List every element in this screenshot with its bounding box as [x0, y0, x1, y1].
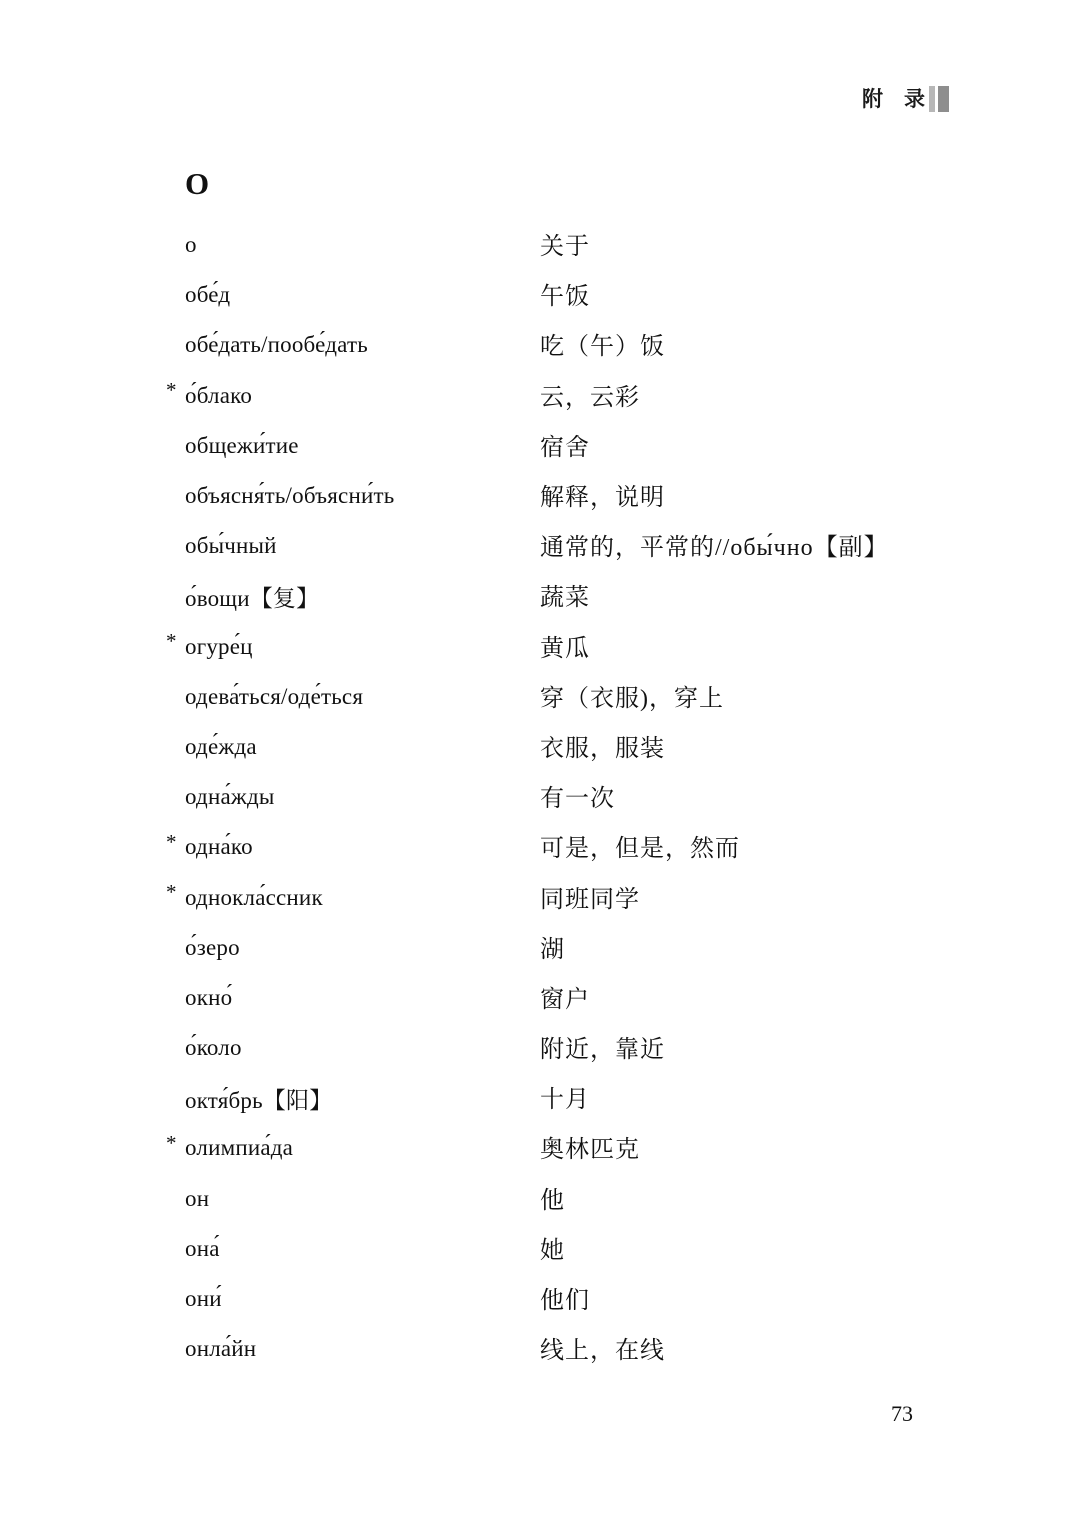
chinese-translation: 穿（衣服)，穿上	[540, 685, 724, 712]
russian-word: о́блако	[185, 382, 253, 408]
entry-row	[0, 320, 1087, 370]
entry-row	[0, 822, 1087, 872]
russian-word: обы́чный	[185, 533, 277, 559]
chinese-translation: 可是，但是，然而	[540, 836, 740, 863]
russian-word: огуре́ц	[185, 633, 253, 659]
russian-word: они́	[185, 1286, 222, 1312]
entry-row	[0, 622, 1087, 672]
section-letter-heading: О	[185, 166, 210, 201]
header-bar-light-icon	[929, 86, 935, 112]
russian-word: онла́йн	[185, 1336, 257, 1362]
entry-row	[0, 722, 1087, 772]
star-marker: *	[166, 829, 177, 854]
chinese-translation: 他们	[540, 1288, 590, 1315]
russian-word: о́вощи【复】	[185, 585, 320, 611]
entry-row	[0, 1274, 1087, 1324]
star-marker: *	[166, 629, 177, 654]
russian-word: о́зеро	[185, 934, 240, 960]
russian-word: одна́жды	[185, 784, 275, 810]
entry-row	[0, 672, 1087, 722]
chinese-translation: 她	[540, 1237, 565, 1264]
entry-row	[0, 923, 1087, 973]
chinese-translation: 通常的，平常的//обы́чно【副】	[540, 535, 889, 562]
russian-word: октя́брь【阳】	[185, 1087, 333, 1113]
chinese-translation: 解释，说明	[540, 485, 665, 512]
entry-list	[0, 220, 1087, 1374]
entry-row	[0, 220, 1087, 270]
chinese-translation: 云，云彩	[540, 384, 640, 411]
chinese-translation: 有一次	[540, 786, 615, 813]
russian-word: объясня́ть/объясни́ть	[185, 483, 395, 509]
entry-row	[0, 1023, 1087, 1073]
chinese-translation: 衣服，服装	[540, 736, 665, 763]
chinese-translation: 同班同学	[540, 886, 640, 913]
chinese-translation: 他	[540, 1187, 565, 1214]
star-marker: *	[166, 1130, 177, 1155]
chinese-translation: 关于	[540, 234, 590, 261]
entry-row	[0, 421, 1087, 471]
russian-word: он	[185, 1185, 210, 1211]
header-decoration	[929, 86, 949, 112]
russian-word: одева́ться/оде́ться	[185, 683, 364, 709]
russian-word: окно́	[185, 984, 233, 1010]
russian-word: обе́д	[185, 282, 231, 308]
chinese-translation: 线上，在线	[540, 1338, 665, 1365]
chinese-translation: 蔬菜	[540, 585, 590, 612]
russian-word: однокла́ссник	[185, 884, 323, 910]
entry-row	[0, 471, 1087, 521]
entry-row	[0, 1174, 1087, 1224]
chinese-translation: 吃（午）饭	[540, 334, 665, 361]
chinese-translation: 窗户	[540, 987, 590, 1014]
chinese-translation: 宿舍	[540, 434, 590, 461]
russian-word: обе́дать/пообе́дать	[185, 332, 368, 358]
entry-row	[0, 1324, 1087, 1374]
chinese-translation: 黄瓜	[540, 635, 590, 662]
russian-word: о́коло	[185, 1035, 242, 1061]
chinese-translation: 湖	[540, 936, 565, 963]
entry-row	[0, 521, 1087, 571]
appendix-header	[862, 86, 949, 112]
entry-row	[0, 270, 1087, 320]
russian-word: оде́жда	[185, 733, 257, 759]
star-marker: *	[166, 880, 177, 905]
russian-word: олимпиа́да	[185, 1135, 294, 1161]
chinese-translation: 附近，靠近	[540, 1037, 665, 1064]
russian-word: одна́ко	[185, 834, 253, 860]
page-number: 73	[891, 1401, 913, 1426]
entry-row	[0, 571, 1087, 621]
entry-row	[0, 1123, 1087, 1173]
entry-row	[0, 872, 1087, 922]
header-bar-dark-icon	[938, 86, 949, 112]
star-marker: *	[166, 378, 177, 403]
entry-row	[0, 371, 1087, 421]
russian-word: общежи́тие	[185, 432, 299, 458]
entry-row	[0, 1073, 1087, 1123]
chinese-translation: 十月	[540, 1087, 590, 1114]
chinese-translation: 奥林匹克	[540, 1137, 640, 1164]
entry-row	[0, 1224, 1087, 1274]
chinese-translation: 午饭	[540, 284, 590, 311]
russian-word: она́	[185, 1235, 220, 1261]
entry-row	[0, 973, 1087, 1023]
russian-word: о	[185, 232, 197, 258]
appendix-title: 附 录	[862, 87, 925, 111]
entry-row	[0, 772, 1087, 822]
